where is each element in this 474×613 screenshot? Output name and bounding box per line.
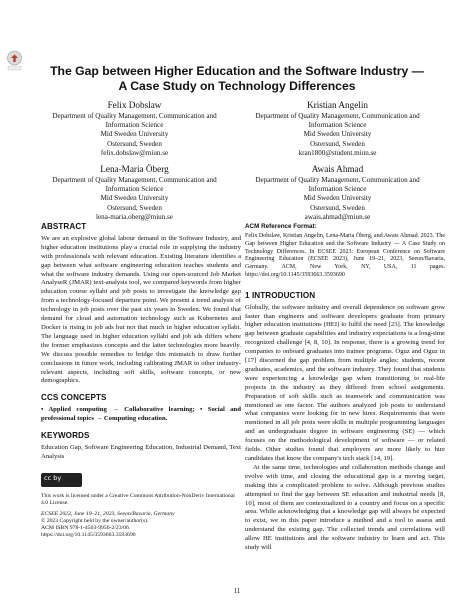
page-number: 11: [233, 587, 241, 595]
keywords-text: Education Gap, Software Engineering Education, Industrial Demand, Text Analysis: [41, 443, 241, 460]
ccs-section: [41, 394, 241, 424]
author-dept: Information Science: [105, 184, 164, 193]
footer-doi[interactable]: https://doi.org/10.1145/3593663.3593690: [41, 531, 136, 538]
bookmark-icon: [6, 50, 23, 72]
paper-title: [22, 64, 452, 94]
cc-icon-label: cc by: [44, 473, 62, 482]
cc-by-license-icon[interactable]: [41, 473, 82, 487]
abstract-text: We are an explosive global labour demand in the Software Industry, and higher education institutions play a crucial role in supplying the industry with professionals with relevant education. Existing literature identifies a gap between what software engineering education teaches students and what the software industry demands. Using our open-sourced Job Market AnalyseR (JMAR) text-analysis tool, we compared keywords from higher education course syllabi and job posts to investigate the knowledge gap from a technology-focused departure point. We present a trend analysis of technology in job posts over the past six years in Sweden. We found that demand for cloud and automation technology such as Kubernetes and Docker is rising in job ads but not that much in higher education syllabi. The language used in higher education syllabi and job ads differs where the former emphasizes concepts and the latter technologies more heavily. We discuss possible remedies to bridge this mismatch to draw further conclusions in future work, including calibrating JMAR to other industry-relevant aspects, including soft skills, software concepts, or new demographics.: [41, 234, 241, 385]
author-name: Kristian Angelin: [307, 100, 368, 110]
author-email[interactable]: awais.ahmad@miun.se: [304, 213, 371, 222]
author-university: Mid Sweden University: [303, 194, 372, 203]
author-block-3: [32, 164, 237, 223]
keywords-heading: KEYWORDS: [41, 431, 90, 441]
intro-paragraph-1: Globally, the software industry and overall dependence on software grow faster than engineers and software developers graduate from primary higher education institutions (HEI) to fulfil the need [23]. The knowledge gap between graduate capabilities and industry expectations is a long-time recognized challenge [4, 8, 10]. In response, there is a growing trend for companies to onboard graduates into trainee programs. Oguz and Oguz in [17] discerned the gap problem from multiple angles: students, recent graduates, academics, and the software industry. They found that students were experiencing a knowledge gap when transitioning to real-life projects in the industry as they differed from school assignments. Preparation of soft skills such as teamwork and communication was mentioned as one factor. The authors analyzed job posts to understand what companies were looking for in new hires. Requirements that were mentioned in all job posts were skills in multiple programming languages and an undergraduate degree in software engineering (SE) — which focuses on the methodological development of software — or related fields. Other studies found that employers are more likely to hire candidates that know the company's tech stack [14, 19].: [245, 303, 445, 462]
ccs-heading: CCS CONCEPTS: [41, 393, 107, 403]
author-block-4: [235, 164, 440, 223]
abstract-heading: ABSTRACT: [41, 222, 87, 231]
intro-paragraph-2: At the same time, technologies and collaboration methods change and evolve with time, and closing the educational gap is a moving target, making this a complicated problem to solve. Although previous studies attempted to find the gap between SE education and industrial needs [8, 10], most of them are contextualized to a country and focus on a specific area. While acknowledging that a knowledge gap will always be expected to exist, we in this paper introduce a method and a tool to assess and understand the existing gap. The collected trends and correlations will allow HE institutions and the software industry to learn and act. This study will: [245, 463, 445, 552]
author-city: Ostersund, Sweden: [310, 139, 365, 148]
footer-isbn: ACM ISBN 978-1-4503-9956-2/23/06.: [41, 524, 131, 531]
intro-heading: 1 INTRODUCTION: [245, 290, 316, 300]
author-university: Mid Sweden University: [303, 130, 372, 139]
author-dept: Information Science: [105, 120, 164, 129]
keywords-section: [41, 432, 241, 462]
author-city: Ostersund, Sweden: [107, 139, 162, 148]
author-city: Ostersund, Sweden: [310, 203, 365, 212]
author-dept: Department of Quality Management, Communication and: [255, 111, 420, 120]
acm-ref-text: Felix Dobslaw, Kristian Angelin, Lena-Maria Öberg, and Awais Ahmad. 2023. The Gap between Higher Education and the Software Industry — A Case Study on Technology Differences. In ECSEE 2023: European Conference on Software Engineering Education (ECSEE 2023), June 19–21, 2023, Seeon/Bavaria, Germany. ACM, New York, NY, USA, 11 pages. https://doi.org/10.1145/3593663.3593690: [245, 232, 445, 278]
author-name: Lena-Maria Öberg: [100, 164, 169, 174]
author-block-1: [32, 100, 237, 159]
author-dept: Department of Quality Management, Communication and: [52, 175, 217, 184]
author-dept: Information Science: [308, 120, 367, 129]
footer-conference: ECSEE 2023, June 19–21, 2023, Seeon/Bavaria, Germany: [41, 510, 175, 517]
author-email[interactable]: kran1800@student.miun.se: [298, 149, 377, 158]
title-line-1: The Gap between Higher Education and the Software Industry —: [50, 64, 424, 78]
footer-copyright: © 2023 Copyright held by the owner/author(s).: [41, 517, 149, 524]
acm-ref-heading: ACM Reference Format:: [245, 223, 317, 230]
right-column: [245, 223, 445, 553]
introduction-section: [245, 292, 445, 553]
left-column: [41, 223, 241, 539]
author-email[interactable]: felix.dobslaw@miun.se: [100, 149, 169, 158]
author-university: Mid Sweden University: [100, 194, 169, 203]
author-city: Ostersund, Sweden: [107, 203, 162, 212]
check-for-updates-badge[interactable]: [6, 50, 23, 72]
license-text: This work is licensed under a Creative Commons Attribution-NonDeriv International 4.0 License.: [41, 492, 235, 506]
author-dept: Information Science: [308, 184, 367, 193]
author-dept: Department of Quality Management, Communication and: [255, 175, 420, 184]
license-block: [41, 473, 241, 539]
author-university: Mid Sweden University: [100, 130, 169, 139]
author-email[interactable]: lena-maria.oberg@miun.se: [96, 213, 173, 222]
title-line-2: A Case Study on Technology Differences: [118, 79, 356, 93]
author-name: Felix Dobslaw: [107, 100, 162, 110]
conference-footer: [41, 511, 241, 539]
author-name: Awais Ahmad: [311, 164, 364, 174]
ccs-text: • Applied computing → Collaborative learning; • Social and professional topics → Computing education.: [41, 406, 241, 423]
author-dept: Department of Quality Management, Communication and: [52, 111, 217, 120]
author-block-2: [235, 100, 440, 159]
